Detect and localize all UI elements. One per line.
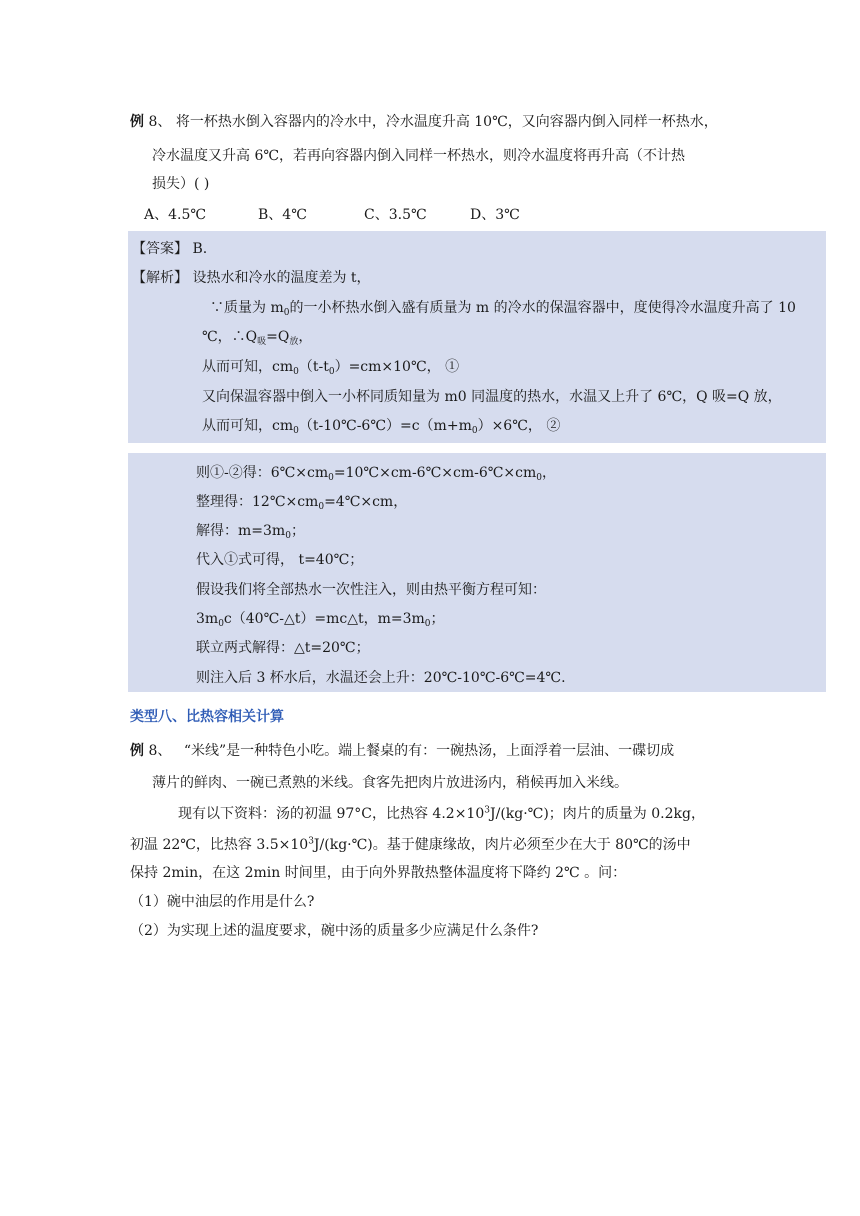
solution-line-4: 代入①式可得， t=40℃； <box>196 552 364 568</box>
example2-number: 8、 <box>148 743 172 759</box>
analysis-label: 【解析】 <box>132 270 188 286</box>
question-line-1: 将一杯热水倒入容器内的冷水中，冷水温度升高 10℃，又向容器内倒入同样一杯热水， <box>175 114 718 130</box>
example2-para-2: 初温 22℃，比热容 $3.5\times 10^3J/(kg\cdot℃)$。基于健康缘故，肉片必须至少在大于 80℃的汤中 <box>130 836 691 853</box>
question-line-3: 损失）( ) <box>152 176 210 192</box>
solution-line-5: 假设我们将全部热水一次性注入，则由热平衡方程可知： <box>196 582 546 598</box>
example2-label: 例 <box>130 743 144 759</box>
answer-value: B. <box>192 241 208 257</box>
example2-line-2: 薄片的鲜肉、一碗已煮熟的米线。食客先把肉片放进汤内，稍候再加入米线。 <box>152 775 628 791</box>
example2-line-1: “米线”是一种特色小吃。端上餐桌的有：一碗热汤，上面浮着一层油、一碟切成 <box>183 743 675 759</box>
option-a: A、4.5℃ <box>144 207 207 223</box>
option-d: D、3℃ <box>470 207 520 223</box>
question-line-2: 冷水温度又升高 6℃，若再向容器内倒入同样一杯热水，则冷水温度将再升高（不计热 <box>152 148 686 164</box>
analysis-line-4: 又向保温容器中倒入一小杯同质知量为 m0 同温度的热水，水温又上升了 6℃，Q 吸=Q 放， <box>202 389 782 405</box>
section-title: 类型八、比热容相关计算 <box>130 709 284 725</box>
example2-header <box>130 740 674 760</box>
analysis-line-5: 从而可知，$cm_0(t-10℃-6℃)=c(m+m_0)\times 6℃$， ② <box>202 418 561 436</box>
solution-line-1: 则①-②得：$6℃\times cm_0=10℃\times cm-6℃\times cm-6℃\times cm_0$， <box>196 465 556 483</box>
solution-line-3: 解得：$m=3m_0$； <box>196 523 305 541</box>
example-number: 8、 <box>148 114 172 130</box>
option-b: B、4℃ <box>258 207 307 223</box>
solution-line-8: 则注入后 3 杯水后，水温还会上升：20℃-10℃-6℃=4℃. <box>196 670 566 686</box>
solution-line-6: $3m_0c(40℃-\triangle t)=mc\triangle t$，$m=3m_0$； <box>196 611 445 629</box>
analysis-line-2: ℃，$\therefore Q_吸=Q_放$， <box>202 329 313 347</box>
example-header <box>130 111 718 131</box>
example2-para-1: 现有以下资料：汤的初温 97°C，比热容 $4.2\times 10^3J/(kg\cdot℃)$；肉片的质量为 0.2kg， <box>178 805 705 822</box>
question-2: （2）为实现上述的温度要求，碗中汤的质量多少应满足什么条件? <box>130 923 539 939</box>
option-c: C、3.5℃ <box>364 207 427 223</box>
question-1: （1）碗中油层的作用是什么? <box>130 894 315 910</box>
analysis-line-0: 【解析】 设热水和冷水的温度差为 t， <box>132 270 371 286</box>
solution-line-2: 整理得：$12℃\times cm_0=4℃\times cm$， <box>196 494 408 512</box>
analysis-line-3: 从而可知，$cm_0(t-t_0)=cm\times 10℃$， ① <box>202 359 460 377</box>
solution-line-7: 联立两式解得：△t=20℃； <box>196 640 370 656</box>
answer-line <box>132 238 207 258</box>
analysis-line-1: ∵质量为 $m_0$的一小杯热水倒入盛有质量为 m 的冷水的保温容器中，度使得冷水温度升高了 10 <box>210 300 796 318</box>
example2-para-3: 保持 2min，在这 2min 时间里，由于向外界散热整体温度将下降约 2℃ 。问： <box>130 865 627 881</box>
answer-label: 【答案】 <box>132 241 188 257</box>
example-label: 例 <box>130 114 144 130</box>
